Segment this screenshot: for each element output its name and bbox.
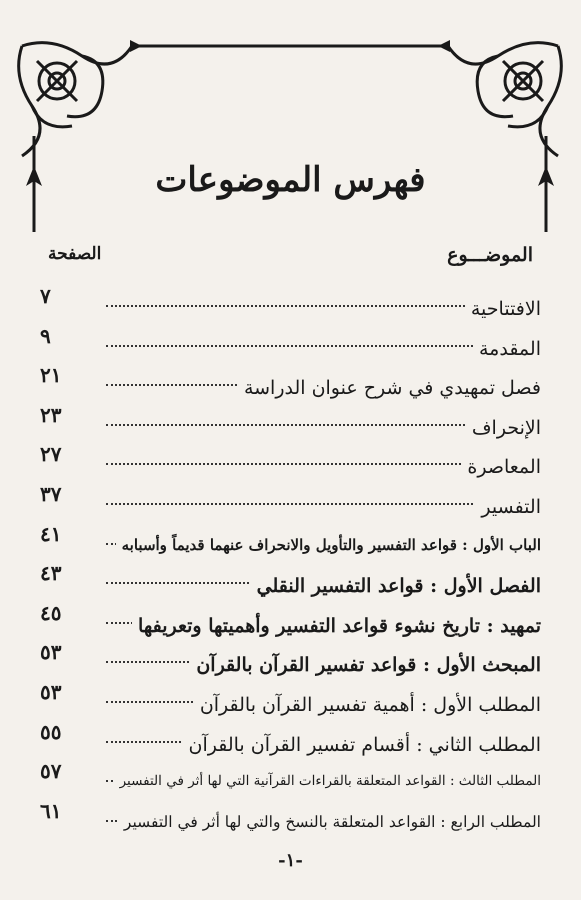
toc-entry-title: فصل تمهيدي في شرح عنوان الدراسة <box>238 377 541 399</box>
toc-entry-page: ٥٣ <box>40 680 62 704</box>
toc-entry[interactable] <box>40 323 541 368</box>
toc-entry-title: الفصل الأول : قواعد التفسير النقلي <box>251 575 541 597</box>
toc-entry-page: ٢٧ <box>40 442 62 467</box>
toc-entry-title: الإنحراف <box>466 417 541 439</box>
toc-entry-title: المقدمة <box>473 338 541 360</box>
toc-entry-title: الافتتاحية <box>465 298 541 320</box>
toc-entry-title: المطلب الثاني : أقسام تفسير القرآن بالقرآن <box>183 734 541 756</box>
toc-entry-page: ٥٣ <box>40 640 62 665</box>
toc-entry-title: تمهيد : تاريخ نشوء قواعد التفسير وأهميتها وتعريفها <box>132 615 541 637</box>
toc-entry[interactable] <box>40 640 541 684</box>
toc-entry-page: ٤١ <box>40 521 62 546</box>
toc-entry[interactable] <box>40 680 541 724</box>
toc-entry-page: ٧ <box>40 284 51 308</box>
toc-entry-page: ٣٧ <box>40 482 62 506</box>
toc-entry[interactable] <box>40 719 541 764</box>
ornament-frame-icon <box>12 36 568 236</box>
toc-entry[interactable] <box>40 759 541 803</box>
toc-entry-page: ٥٧ <box>40 759 62 784</box>
toc-entry-page: ٦١ <box>40 798 62 823</box>
toc-entry-page: ٩ <box>40 323 51 348</box>
toc-entry-page: ٤٥ <box>40 600 62 625</box>
toc-entry-page: ٢٣ <box>40 402 62 427</box>
toc-entry[interactable] <box>40 798 541 843</box>
toc-entry-title: المعاصرة <box>461 456 541 478</box>
toc-entry[interactable] <box>40 561 541 605</box>
toc-entry-title: المطلب الرابع : القواعد المتعلقة بالنسخ والتي لها أثر في التفسير <box>118 813 541 831</box>
toc-entry-title: المطلب الثالث : القواعد المتعلقة بالقراءات القرآنية التي لها أثر في التفسير <box>114 773 541 789</box>
page-title: فهرس الموضوعات <box>155 160 426 200</box>
toc-entry-page: ٥٥ <box>40 719 62 744</box>
toc-entry[interactable] <box>40 284 541 328</box>
toc-entry[interactable] <box>40 363 541 407</box>
toc-entry-title: التفسير <box>475 496 541 518</box>
page-column-header: الصفحة <box>48 244 102 264</box>
page-number: -١- <box>278 850 303 871</box>
toc-entry-title: المطلب الأول : أهمية تفسير القرآن بالقرآن <box>194 694 541 716</box>
toc-entry-page: ٤٣ <box>40 561 62 586</box>
toc-entry[interactable] <box>40 442 541 486</box>
toc-entry[interactable] <box>40 600 541 645</box>
topic-column-header: الموضـــوع <box>447 244 533 266</box>
toc-entry[interactable] <box>40 482 541 526</box>
toc-entry-page: ٢١ <box>40 363 62 388</box>
toc-entry[interactable] <box>40 521 541 566</box>
toc-entry[interactable] <box>40 402 541 447</box>
toc-entry-title: المبحث الأول : قواعد تفسير القرآن بالقرآن <box>190 654 541 676</box>
toc-entry-title: الباب الأول : قواعد التفسير والتأويل والانحراف عنهما قديماً وأسبابه <box>116 536 541 554</box>
